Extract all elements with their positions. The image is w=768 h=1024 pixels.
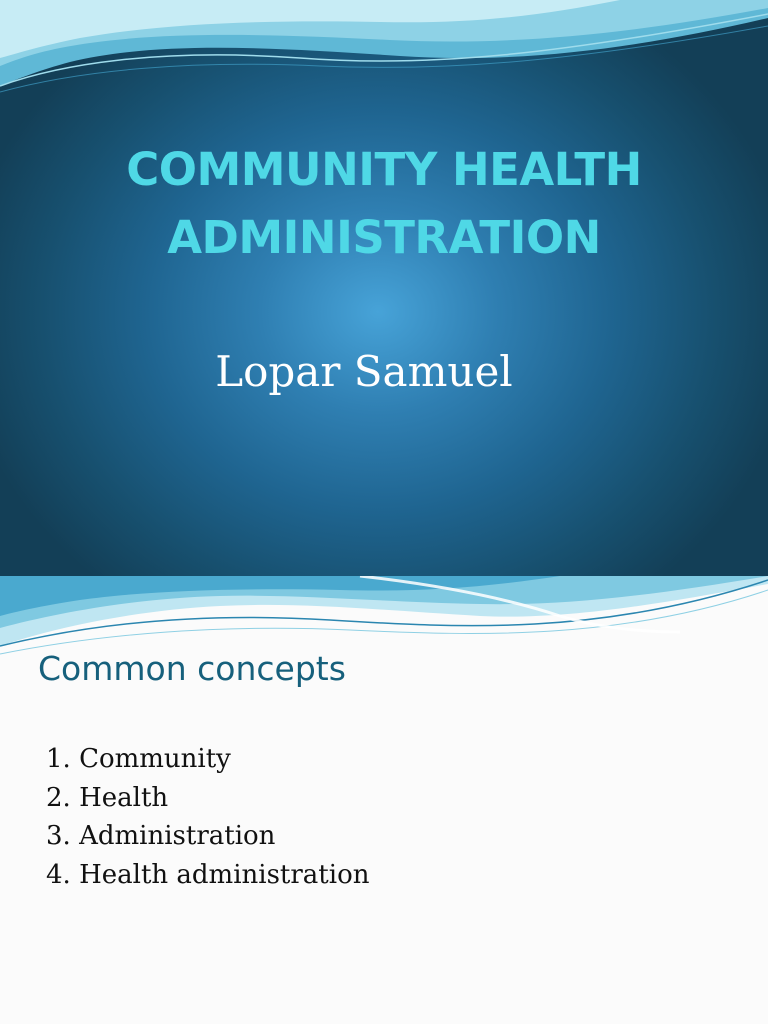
slide-subtitle: Lopar Samuel: [215, 347, 513, 396]
slide-heading: Common concepts: [38, 649, 346, 688]
list-item: 2. Health: [46, 782, 169, 813]
slide-title: [0, 136, 768, 272]
content-slide: [0, 576, 768, 1024]
list-item: 3. Administration: [46, 821, 276, 851]
wave-banner-top: [0, 0, 768, 110]
concept-list: [46, 740, 369, 894]
slide-title-line1: COMMUNITY HEALTH: [126, 143, 642, 196]
slide-title-line2: ADMINISTRATION: [167, 211, 601, 264]
list-item: 4. Health administration: [46, 859, 370, 890]
list-item: 1. Community: [46, 744, 231, 774]
